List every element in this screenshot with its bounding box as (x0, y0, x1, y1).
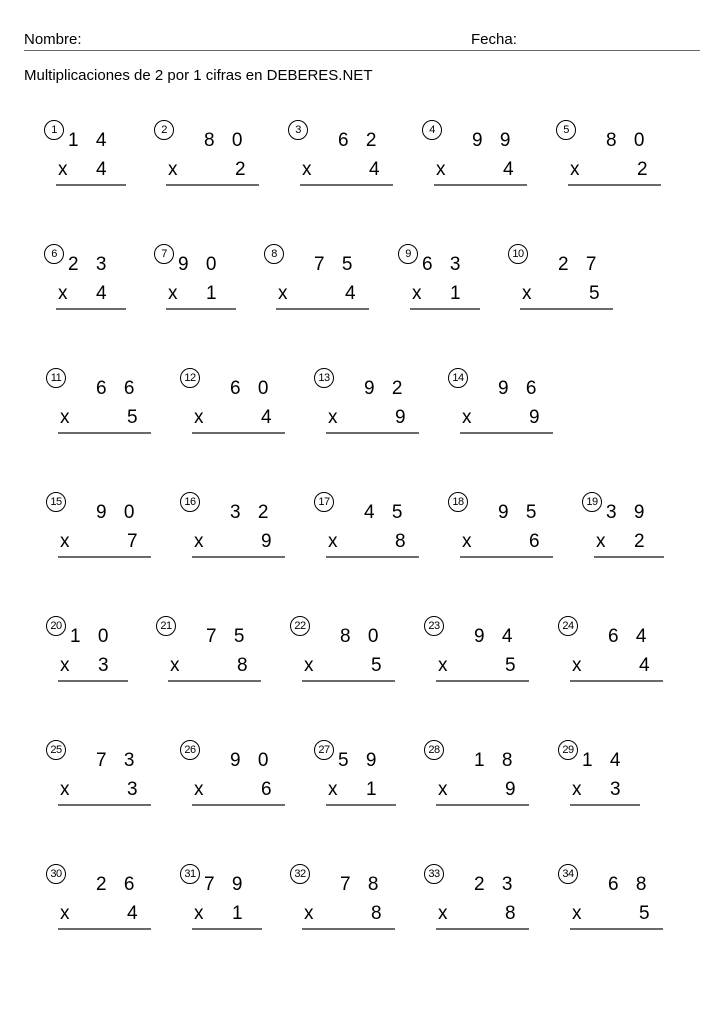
nombre-label: Nombre: (24, 31, 82, 48)
multiplier: 4 (261, 407, 272, 428)
multiplier: 8 (505, 903, 516, 924)
problem-number-badge: 5 (556, 120, 576, 140)
problem-number-badge: 33 (424, 864, 444, 884)
problem-number-badge: 8 (264, 244, 284, 264)
multiplicand: 2 3 (68, 254, 113, 275)
answer-line[interactable] (300, 184, 393, 186)
problem-7 (154, 244, 274, 314)
problem-8 (264, 244, 384, 314)
multiplier: 4 (503, 159, 514, 180)
multiplier: 3 (127, 779, 138, 800)
multiplicand: 9 9 (472, 130, 517, 151)
problem-number-badge: 25 (46, 740, 66, 760)
problem-23 (424, 616, 544, 686)
problem-20 (46, 616, 166, 686)
multiplier: 6 (261, 779, 272, 800)
problem-32 (290, 864, 410, 934)
problem-number-badge: 12 (180, 368, 200, 388)
multiplier: 8 (371, 903, 382, 924)
multiplicand: 9 0 (96, 502, 141, 523)
times-sign: x (60, 655, 70, 676)
times-sign: x (462, 407, 472, 428)
answer-line[interactable] (434, 184, 527, 186)
multiplier: 4 (127, 903, 138, 924)
answer-line[interactable] (594, 556, 664, 558)
times-sign: x (194, 531, 204, 552)
problem-number-badge: 26 (180, 740, 200, 760)
multiplicand: 8 0 (340, 626, 385, 647)
times-sign: x (58, 159, 68, 180)
multiplier: 9 (261, 531, 272, 552)
problem-number-badge: 9 (398, 244, 418, 264)
problem-11 (46, 368, 166, 438)
problem-number-badge: 13 (314, 368, 334, 388)
problem-29 (558, 740, 678, 810)
times-sign: x (60, 779, 70, 800)
problem-number-badge: 7 (154, 244, 174, 264)
problem-number-badge: 22 (290, 616, 310, 636)
answer-line[interactable] (56, 184, 126, 186)
multiplicand: 2 6 (96, 874, 141, 895)
multiplicand: 2 7 (558, 254, 603, 275)
problem-number-badge: 1 (44, 120, 64, 140)
problem-number-badge: 34 (558, 864, 578, 884)
answer-line[interactable] (410, 308, 480, 310)
problem-number-badge: 30 (46, 864, 66, 884)
multiplicand: 8 0 (606, 130, 651, 151)
answer-line[interactable] (58, 556, 151, 558)
times-sign: x (436, 159, 446, 180)
multiplicand: 3 9 (606, 502, 651, 523)
problem-26 (180, 740, 300, 810)
multiplier: 9 (505, 779, 516, 800)
multiplier: 2 (634, 531, 645, 552)
answer-line[interactable] (58, 804, 151, 806)
multiplicand: 9 0 (178, 254, 223, 275)
answer-line[interactable] (326, 804, 396, 806)
answer-line[interactable] (568, 184, 661, 186)
problem-number-badge: 2 (154, 120, 174, 140)
times-sign: x (570, 159, 580, 180)
problem-number-badge: 17 (314, 492, 334, 512)
times-sign: x (522, 283, 532, 304)
problem-34 (558, 864, 678, 934)
multiplicand: 7 9 (204, 874, 249, 895)
problem-21 (156, 616, 276, 686)
times-sign: x (58, 283, 68, 304)
answer-line[interactable] (436, 928, 529, 930)
multiplier: 9 (395, 407, 406, 428)
problem-13 (314, 368, 434, 438)
multiplicand: 7 5 (206, 626, 251, 647)
times-sign: x (328, 407, 338, 428)
problem-number-badge: 20 (46, 616, 66, 636)
times-sign: x (194, 903, 204, 924)
problem-16 (180, 492, 300, 562)
multiplicand: 6 0 (230, 378, 275, 399)
problem-28 (424, 740, 544, 810)
answer-line[interactable] (570, 804, 640, 806)
multiplicand: 1 0 (70, 626, 115, 647)
problem-number-badge: 16 (180, 492, 200, 512)
answer-line[interactable] (460, 432, 553, 434)
times-sign: x (438, 779, 448, 800)
problem-2 (154, 120, 274, 190)
problem-5 (556, 120, 676, 190)
answer-line[interactable] (192, 432, 285, 434)
multiplier: 1 (450, 283, 461, 304)
multiplicand: 1 4 (582, 750, 627, 771)
answer-line[interactable] (166, 184, 259, 186)
multiplier: 4 (639, 655, 650, 676)
problem-number-badge: 21 (156, 616, 176, 636)
problem-33 (424, 864, 544, 934)
answer-line[interactable] (192, 804, 285, 806)
problem-10 (508, 244, 628, 314)
times-sign: x (328, 531, 338, 552)
multiplicand: 7 5 (314, 254, 359, 275)
multiplicand: 5 9 (338, 750, 383, 771)
answer-line[interactable] (168, 680, 261, 682)
answer-line[interactable] (436, 804, 529, 806)
problem-17 (314, 492, 434, 562)
answer-line[interactable] (58, 680, 128, 682)
times-sign: x (572, 903, 582, 924)
multiplicand: 9 0 (230, 750, 275, 771)
multiplier: 1 (366, 779, 377, 800)
problem-19 (582, 492, 702, 562)
multiplier: 4 (96, 159, 107, 180)
answer-line[interactable] (58, 432, 151, 434)
problem-number-badge: 28 (424, 740, 444, 760)
multiplier: 5 (639, 903, 650, 924)
problem-14 (448, 368, 568, 438)
problem-number-badge: 24 (558, 616, 578, 636)
answer-line[interactable] (192, 928, 262, 930)
answer-line[interactable] (570, 928, 663, 930)
multiplier: 2 (235, 159, 246, 180)
problem-3 (288, 120, 408, 190)
answer-line[interactable] (460, 556, 553, 558)
times-sign: x (302, 159, 312, 180)
fecha-label: Fecha: (471, 31, 517, 48)
multiplicand: 8 0 (204, 130, 249, 151)
times-sign: x (304, 903, 314, 924)
multiplier: 4 (96, 283, 107, 304)
multiplier: 4 (369, 159, 380, 180)
problem-31 (180, 864, 300, 934)
times-sign: x (60, 531, 70, 552)
multiplicand: 9 4 (474, 626, 519, 647)
multiplier: 8 (395, 531, 406, 552)
times-sign: x (170, 655, 180, 676)
problem-24 (558, 616, 678, 686)
times-sign: x (60, 903, 70, 924)
multiplicand: 6 6 (96, 378, 141, 399)
problem-4 (422, 120, 542, 190)
problem-number-badge: 23 (424, 616, 444, 636)
problem-number-badge: 15 (46, 492, 66, 512)
multiplicand: 1 4 (68, 130, 113, 151)
times-sign: x (194, 779, 204, 800)
multiplicand: 9 6 (498, 378, 543, 399)
multiplier: 5 (371, 655, 382, 676)
problem-12 (180, 368, 300, 438)
answer-line[interactable] (166, 308, 236, 310)
multiplicand: 6 2 (338, 130, 383, 151)
answer-line[interactable] (56, 308, 126, 310)
times-sign: x (462, 531, 472, 552)
multiplier: 5 (127, 407, 138, 428)
times-sign: x (572, 655, 582, 676)
answer-line[interactable] (58, 928, 151, 930)
problem-9 (398, 244, 518, 314)
multiplier: 8 (237, 655, 248, 676)
answer-line[interactable] (436, 680, 529, 682)
multiplier: 9 (529, 407, 540, 428)
multiplicand: 4 5 (364, 502, 409, 523)
problem-number-badge: 18 (448, 492, 468, 512)
times-sign: x (412, 283, 422, 304)
times-sign: x (572, 779, 582, 800)
problem-22 (290, 616, 410, 686)
times-sign: x (596, 531, 606, 552)
multiplier: 3 (98, 655, 109, 676)
problem-number-badge: 32 (290, 864, 310, 884)
problem-6 (44, 244, 164, 314)
problem-30 (46, 864, 166, 934)
problem-number-badge: 29 (558, 740, 578, 760)
multiplier: 1 (206, 283, 217, 304)
problem-number-badge: 11 (46, 368, 66, 388)
problem-number-badge: 3 (288, 120, 308, 140)
answer-line[interactable] (570, 680, 663, 682)
multiplier: 7 (127, 531, 138, 552)
multiplier: 5 (589, 283, 600, 304)
times-sign: x (168, 159, 178, 180)
problem-number-badge: 10 (508, 244, 528, 264)
problem-number-badge: 6 (44, 244, 64, 264)
problem-number-badge: 14 (448, 368, 468, 388)
problem-25 (46, 740, 166, 810)
answer-line[interactable] (520, 308, 613, 310)
problem-number-badge: 27 (314, 740, 334, 760)
multiplier: 3 (610, 779, 621, 800)
problem-27 (314, 740, 434, 810)
times-sign: x (194, 407, 204, 428)
answer-line[interactable] (192, 556, 285, 558)
answer-line[interactable] (276, 308, 369, 310)
problem-15 (46, 492, 166, 562)
multiplicand: 7 8 (340, 874, 385, 895)
times-sign: x (168, 283, 178, 304)
problem-1 (44, 120, 164, 190)
multiplicand: 9 2 (364, 378, 409, 399)
multiplier: 5 (505, 655, 516, 676)
multiplicand: 6 4 (608, 626, 653, 647)
header-divider (24, 50, 700, 51)
times-sign: x (60, 407, 70, 428)
multiplicand: 6 8 (608, 874, 653, 895)
multiplicand: 1 8 (474, 750, 519, 771)
answer-line[interactable] (302, 928, 395, 930)
answer-line[interactable] (326, 556, 419, 558)
multiplier: 6 (529, 531, 540, 552)
multiplier: 2 (637, 159, 648, 180)
problem-number-badge: 4 (422, 120, 442, 140)
problem-number-badge: 31 (180, 864, 200, 884)
times-sign: x (304, 655, 314, 676)
multiplicand: 2 3 (474, 874, 519, 895)
multiplicand: 9 5 (498, 502, 543, 523)
problem-18 (448, 492, 568, 562)
multiplier: 4 (345, 283, 356, 304)
multiplicand: 6 3 (422, 254, 467, 275)
multiplicand: 3 2 (230, 502, 275, 523)
multiplicand: 7 3 (96, 750, 141, 771)
times-sign: x (328, 779, 338, 800)
answer-line[interactable] (302, 680, 395, 682)
worksheet-title: Multiplicaciones de 2 por 1 cifras en DEBERES.NET (24, 67, 373, 84)
answer-line[interactable] (326, 432, 419, 434)
times-sign: x (438, 655, 448, 676)
times-sign: x (438, 903, 448, 924)
problem-number-badge: 19 (582, 492, 602, 512)
times-sign: x (278, 283, 288, 304)
multiplier: 1 (232, 903, 243, 924)
